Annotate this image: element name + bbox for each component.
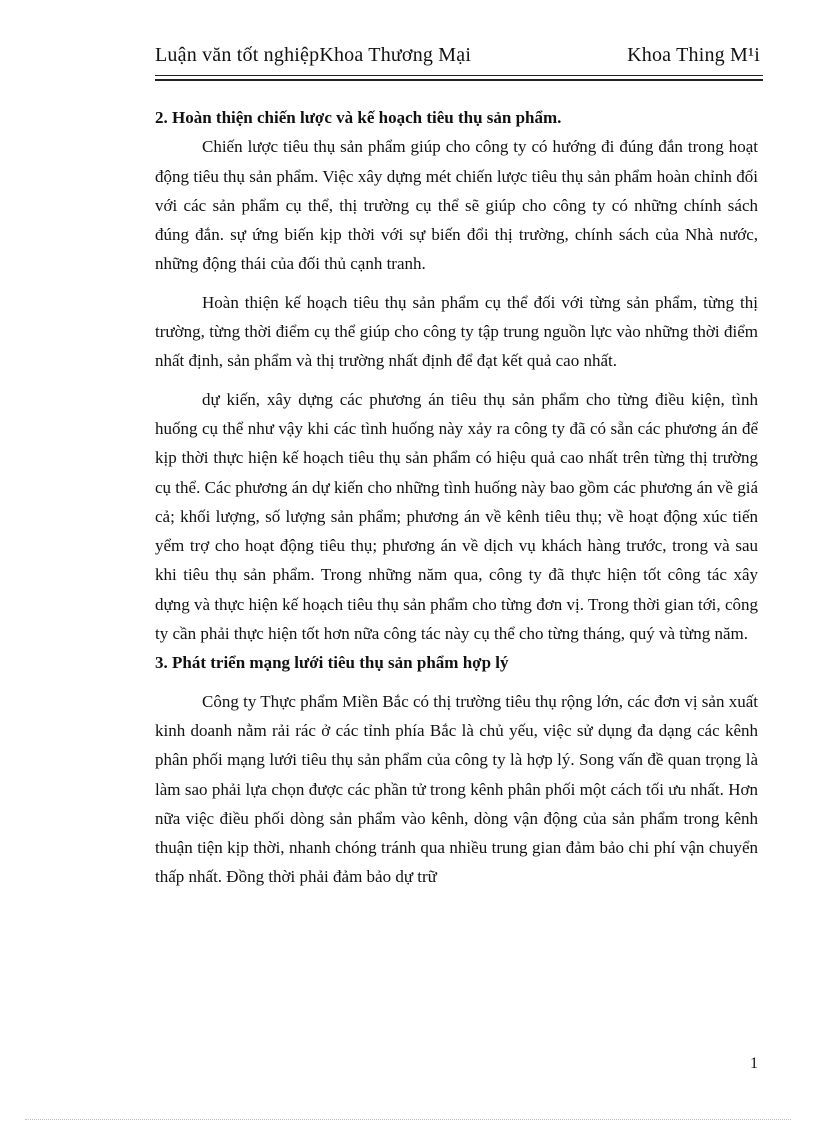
section-heading-2: 2. Hoàn thiện chiến lược và kế hoạch tiêu thụ sản phẩm. <box>155 108 562 127</box>
paragraph-network: Công ty Thực phẩm Miền Bắc có thị trường tiêu thụ rộng lớn, các đơn vị sản xuất kinh doanh nằm rải rác ở các tỉnh phía Bắc là chủ yếu, việc sử dụng đa dạng các kênh phân phối mạng lưới tiêu thụ sản phẩm của công ty là hợp lý. Song vấn đề quan trọng là làm sao phải lựa chọn được các phần tử trong kênh phân phối một cách tối ưu nhất. Hơn nữa việc điều phối dòng sản phẩm vào kênh, dòng vận động của sản phẩm trong kênh thuận tiện kịp thời, nhanh chóng tránh qua nhiều trung gian đảm bảo chi phí vận chuyển thấp nhất. Đồng thời phải đảm bảo dự trữ <box>155 691 758 887</box>
header-rule-thin <box>155 75 763 76</box>
paragraph-plan: Hoàn thiện kế hoạch tiêu thụ sản phẩm cụ thể đối với từng sản phẩm, từng thị trường, từng thời điểm cụ thể giúp cho công ty tập trung nguồn lực vào những thời điểm nhất định, sản phẩm và thị trường nhất định để đạt kết quả cao nhất. <box>155 292 758 371</box>
page-number: 1 <box>750 1055 758 1072</box>
document-body <box>155 103 758 892</box>
header-right-text: Khoa Thing M¹i <box>627 44 760 66</box>
page-bottom-dotted-border <box>25 1119 791 1120</box>
header-left-text: Luận văn tốt nghiệpKhoa Thương Mại <box>155 44 472 66</box>
section-heading-3: 3. Phát triển mạng lưới tiêu thụ sản phẩm hợp lý <box>155 653 509 673</box>
page-header <box>155 44 760 67</box>
paragraph-strategy: Chiến lược tiêu thụ sản phẩm giúp cho công ty có hướng đi đúng đắn trong hoạt động tiêu thụ sản phẩm. Việc xây dựng mét chiến lược tiêu thụ sản phẩm hoàn chỉnh đối với các sản phẩm cụ thể, thị trường cụ thể sẽ giúp cho công ty có những chính sách đúng đắn. sự ứng biến kịp thời với sự biến đổi thị trường, chính sách của Nhà nước, những động thái của đối thủ cạnh tranh. <box>155 137 758 274</box>
header-rule-thick <box>155 79 763 81</box>
paragraph-scenarios: dự kiến, xây dựng các phương án tiêu thụ sản phẩm cho từng điều kiện, tình huống cụ thể như vậy khi các tình huống này xảy ra công ty đã có sẵn các phương án để kịp thời thực hiện kế hoạch tiêu thụ sản phẩm có hiệu quả cao nhất trên từng thị trường cụ thể. Các phương án dự kiến cho những tình huống này bao gồm các phương án về giá cả; khối lượng, số lượng sản phẩm; phương án về kênh tiêu thụ; về hoạt động xúc tiến yểm trợ cho hoạt động tiêu thụ; phương án về dịch vụ khách hàng trước, trong và sau khi tiêu thụ sản phẩm. Trong những năm qua, công ty đã thực hiện tốt công tác xây dựng và thực hiện kế hoạch tiêu thụ sản phẩm cho từng đơn vị. Trong thời gian tới, công ty cần phải thực hiện tốt hơn nữa công tác này cụ thể cho từng tháng, quý và từng năm. <box>155 389 758 644</box>
